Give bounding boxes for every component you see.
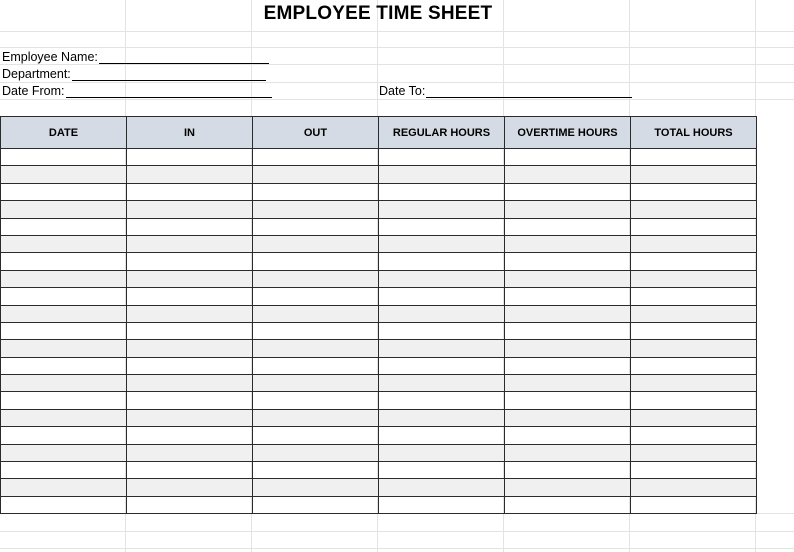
cell-total-hours[interactable]	[631, 235, 757, 252]
cell-overtime-hours[interactable]	[505, 218, 631, 235]
cell-overtime-hours[interactable]	[505, 479, 631, 496]
cell-date[interactable]	[1, 218, 127, 235]
cell-date[interactable]	[1, 149, 127, 166]
cell-in[interactable]	[127, 444, 253, 461]
cell-total-hours[interactable]	[631, 375, 757, 392]
timesheet-table	[0, 116, 757, 514]
cell-date[interactable]	[1, 235, 127, 252]
cell-total-hours[interactable]	[631, 166, 757, 183]
date-to-blank[interactable]	[426, 87, 632, 98]
cell-in[interactable]	[127, 183, 253, 200]
grid-row-line	[0, 64, 794, 65]
cell-in[interactable]	[127, 496, 253, 513]
table-row	[1, 392, 757, 409]
cell-regular-hours[interactable]	[379, 409, 505, 426]
cell-out[interactable]	[253, 166, 379, 183]
cell-overtime-hours[interactable]	[505, 340, 631, 357]
cell-out[interactable]	[253, 392, 379, 409]
cell-in[interactable]	[127, 270, 253, 287]
cell-overtime-hours[interactable]	[505, 149, 631, 166]
timesheet-body	[1, 149, 757, 514]
cell-total-hours[interactable]	[631, 479, 757, 496]
cell-total-hours[interactable]	[631, 340, 757, 357]
table-row	[1, 444, 757, 461]
cell-out[interactable]	[253, 305, 379, 322]
cell-date[interactable]	[1, 201, 127, 218]
cell-regular-hours[interactable]	[379, 444, 505, 461]
cell-date[interactable]	[1, 357, 127, 374]
cell-in[interactable]	[127, 235, 253, 252]
cell-total-hours[interactable]	[631, 201, 757, 218]
cell-total-hours[interactable]	[631, 183, 757, 200]
table-row	[1, 201, 757, 218]
cell-total-hours[interactable]	[631, 322, 757, 339]
department-blank[interactable]	[72, 70, 266, 81]
cell-regular-hours[interactable]	[379, 479, 505, 496]
table-row	[1, 479, 757, 496]
cell-overtime-hours[interactable]	[505, 444, 631, 461]
cell-date[interactable]	[1, 253, 127, 270]
cell-total-hours[interactable]	[631, 253, 757, 270]
cell-in[interactable]	[127, 462, 253, 479]
cell-date[interactable]	[1, 305, 127, 322]
table-row	[1, 340, 757, 357]
employee-name-blank[interactable]	[99, 53, 269, 64]
cell-in[interactable]	[127, 392, 253, 409]
cell-regular-hours[interactable]	[379, 392, 505, 409]
cell-regular-hours[interactable]	[379, 357, 505, 374]
cell-out[interactable]	[253, 235, 379, 252]
table-row	[1, 166, 757, 183]
cell-in[interactable]	[127, 201, 253, 218]
cell-regular-hours[interactable]	[379, 270, 505, 287]
cell-overtime-hours[interactable]	[505, 392, 631, 409]
cell-overtime-hours[interactable]	[505, 357, 631, 374]
cell-regular-hours[interactable]	[379, 218, 505, 235]
cell-total-hours[interactable]	[631, 218, 757, 235]
cell-regular-hours[interactable]	[379, 427, 505, 444]
cell-regular-hours[interactable]	[379, 322, 505, 339]
date-to-label: Date To:	[379, 84, 426, 98]
cell-date[interactable]	[1, 322, 127, 339]
cell-out[interactable]	[253, 462, 379, 479]
cell-total-hours[interactable]	[631, 496, 757, 513]
cell-out[interactable]	[253, 322, 379, 339]
cell-out[interactable]	[253, 201, 379, 218]
cell-out[interactable]	[253, 357, 379, 374]
cell-regular-hours[interactable]	[379, 340, 505, 357]
cell-date[interactable]	[1, 496, 127, 513]
cell-date[interactable]	[1, 340, 127, 357]
cell-overtime-hours[interactable]	[505, 496, 631, 513]
cell-out[interactable]	[253, 340, 379, 357]
cell-out[interactable]	[253, 409, 379, 426]
column-header-date: DATE	[1, 117, 127, 149]
cell-out[interactable]	[253, 149, 379, 166]
grid-row-line	[0, 82, 794, 83]
cell-in[interactable]	[127, 479, 253, 496]
cell-overtime-hours[interactable]	[505, 253, 631, 270]
cell-overtime-hours[interactable]	[505, 270, 631, 287]
cell-total-hours[interactable]	[631, 357, 757, 374]
table-row	[1, 270, 757, 287]
cell-regular-hours[interactable]	[379, 496, 505, 513]
cell-overtime-hours[interactable]	[505, 183, 631, 200]
cell-regular-hours[interactable]	[379, 305, 505, 322]
column-header-out: OUT	[253, 117, 379, 149]
cell-regular-hours[interactable]	[379, 288, 505, 305]
cell-total-hours[interactable]	[631, 270, 757, 287]
table-row	[1, 183, 757, 200]
cell-out[interactable]	[253, 427, 379, 444]
cell-in[interactable]	[127, 166, 253, 183]
cell-date[interactable]	[1, 166, 127, 183]
page-title: EMPLOYEE TIME SHEET	[263, 3, 493, 24]
cell-in[interactable]	[127, 375, 253, 392]
cell-date[interactable]	[1, 462, 127, 479]
cell-regular-hours[interactable]	[379, 183, 505, 200]
cell-out[interactable]	[253, 375, 379, 392]
cell-out[interactable]	[253, 496, 379, 513]
cell-date[interactable]	[1, 270, 127, 287]
cell-date[interactable]	[1, 427, 127, 444]
date-from-blank[interactable]	[66, 87, 272, 98]
cell-date[interactable]	[1, 444, 127, 461]
cell-overtime-hours[interactable]	[505, 201, 631, 218]
cell-overtime-hours[interactable]	[505, 288, 631, 305]
cell-date[interactable]	[1, 375, 127, 392]
column-header-regular-hours: REGULAR HOURS	[379, 117, 505, 149]
cell-out[interactable]	[253, 444, 379, 461]
date-from-field[interactable]	[2, 84, 272, 98]
table-row	[1, 427, 757, 444]
table-row	[1, 322, 757, 339]
cell-total-hours[interactable]	[631, 392, 757, 409]
cell-out[interactable]	[253, 218, 379, 235]
cell-overtime-hours[interactable]	[505, 235, 631, 252]
cell-in[interactable]	[127, 288, 253, 305]
cell-out[interactable]	[253, 479, 379, 496]
cell-overtime-hours[interactable]	[505, 305, 631, 322]
cell-regular-hours[interactable]	[379, 462, 505, 479]
cell-date[interactable]	[1, 288, 127, 305]
header-row	[1, 117, 757, 149]
department-label: Department:	[2, 67, 71, 81]
cell-overtime-hours[interactable]	[505, 409, 631, 426]
grid-row-line	[0, 99, 794, 100]
cell-regular-hours[interactable]	[379, 166, 505, 183]
grid-row-line	[0, 47, 794, 48]
table-row	[1, 357, 757, 374]
cell-total-hours[interactable]	[631, 149, 757, 166]
table-row	[1, 253, 757, 270]
cell-total-hours[interactable]	[631, 288, 757, 305]
cell-in[interactable]	[127, 357, 253, 374]
table-row	[1, 149, 757, 166]
cell-in[interactable]	[127, 340, 253, 357]
table-row	[1, 235, 757, 252]
cell-overtime-hours[interactable]	[505, 322, 631, 339]
table-row	[1, 409, 757, 426]
grid-row-line	[0, 31, 794, 32]
cell-in[interactable]	[127, 253, 253, 270]
cell-date[interactable]	[1, 479, 127, 496]
table-row	[1, 375, 757, 392]
cell-regular-hours[interactable]	[379, 201, 505, 218]
cell-overtime-hours[interactable]	[505, 462, 631, 479]
table-row	[1, 496, 757, 513]
cell-overtime-hours[interactable]	[505, 427, 631, 444]
cell-in[interactable]	[127, 149, 253, 166]
cell-in[interactable]	[127, 218, 253, 235]
table-row	[1, 305, 757, 322]
cell-in[interactable]	[127, 322, 253, 339]
cell-in[interactable]	[127, 409, 253, 426]
employee-name-label: Employee Name:	[2, 50, 98, 64]
grid-row-line	[0, 548, 794, 549]
grid-row-line	[0, 531, 794, 532]
date-to-field[interactable]	[379, 84, 632, 98]
cell-total-hours[interactable]	[631, 427, 757, 444]
cell-date[interactable]	[1, 409, 127, 426]
cell-overtime-hours[interactable]	[505, 375, 631, 392]
cell-out[interactable]	[253, 270, 379, 287]
date-from-label: Date From:	[2, 84, 65, 98]
table-row	[1, 462, 757, 479]
cell-total-hours[interactable]	[631, 444, 757, 461]
cell-regular-hours[interactable]	[379, 375, 505, 392]
cell-regular-hours[interactable]	[379, 253, 505, 270]
department-field[interactable]	[2, 67, 266, 81]
cell-regular-hours[interactable]	[379, 235, 505, 252]
cell-total-hours[interactable]	[631, 305, 757, 322]
cell-out[interactable]	[253, 183, 379, 200]
cell-date[interactable]	[1, 183, 127, 200]
employee-name-field[interactable]	[2, 50, 269, 64]
table-row	[1, 218, 757, 235]
cell-out[interactable]	[253, 253, 379, 270]
column-header-overtime-hours: OVERTIME HOURS	[505, 117, 631, 149]
cell-regular-hours[interactable]	[379, 149, 505, 166]
cell-in[interactable]	[127, 427, 253, 444]
cell-in[interactable]	[127, 305, 253, 322]
cell-overtime-hours[interactable]	[505, 166, 631, 183]
cell-total-hours[interactable]	[631, 409, 757, 426]
cell-date[interactable]	[1, 392, 127, 409]
column-header-total-hours: TOTAL HOURS	[631, 117, 757, 149]
table-row	[1, 288, 757, 305]
column-header-in: IN	[127, 117, 253, 149]
cell-out[interactable]	[253, 288, 379, 305]
cell-total-hours[interactable]	[631, 462, 757, 479]
